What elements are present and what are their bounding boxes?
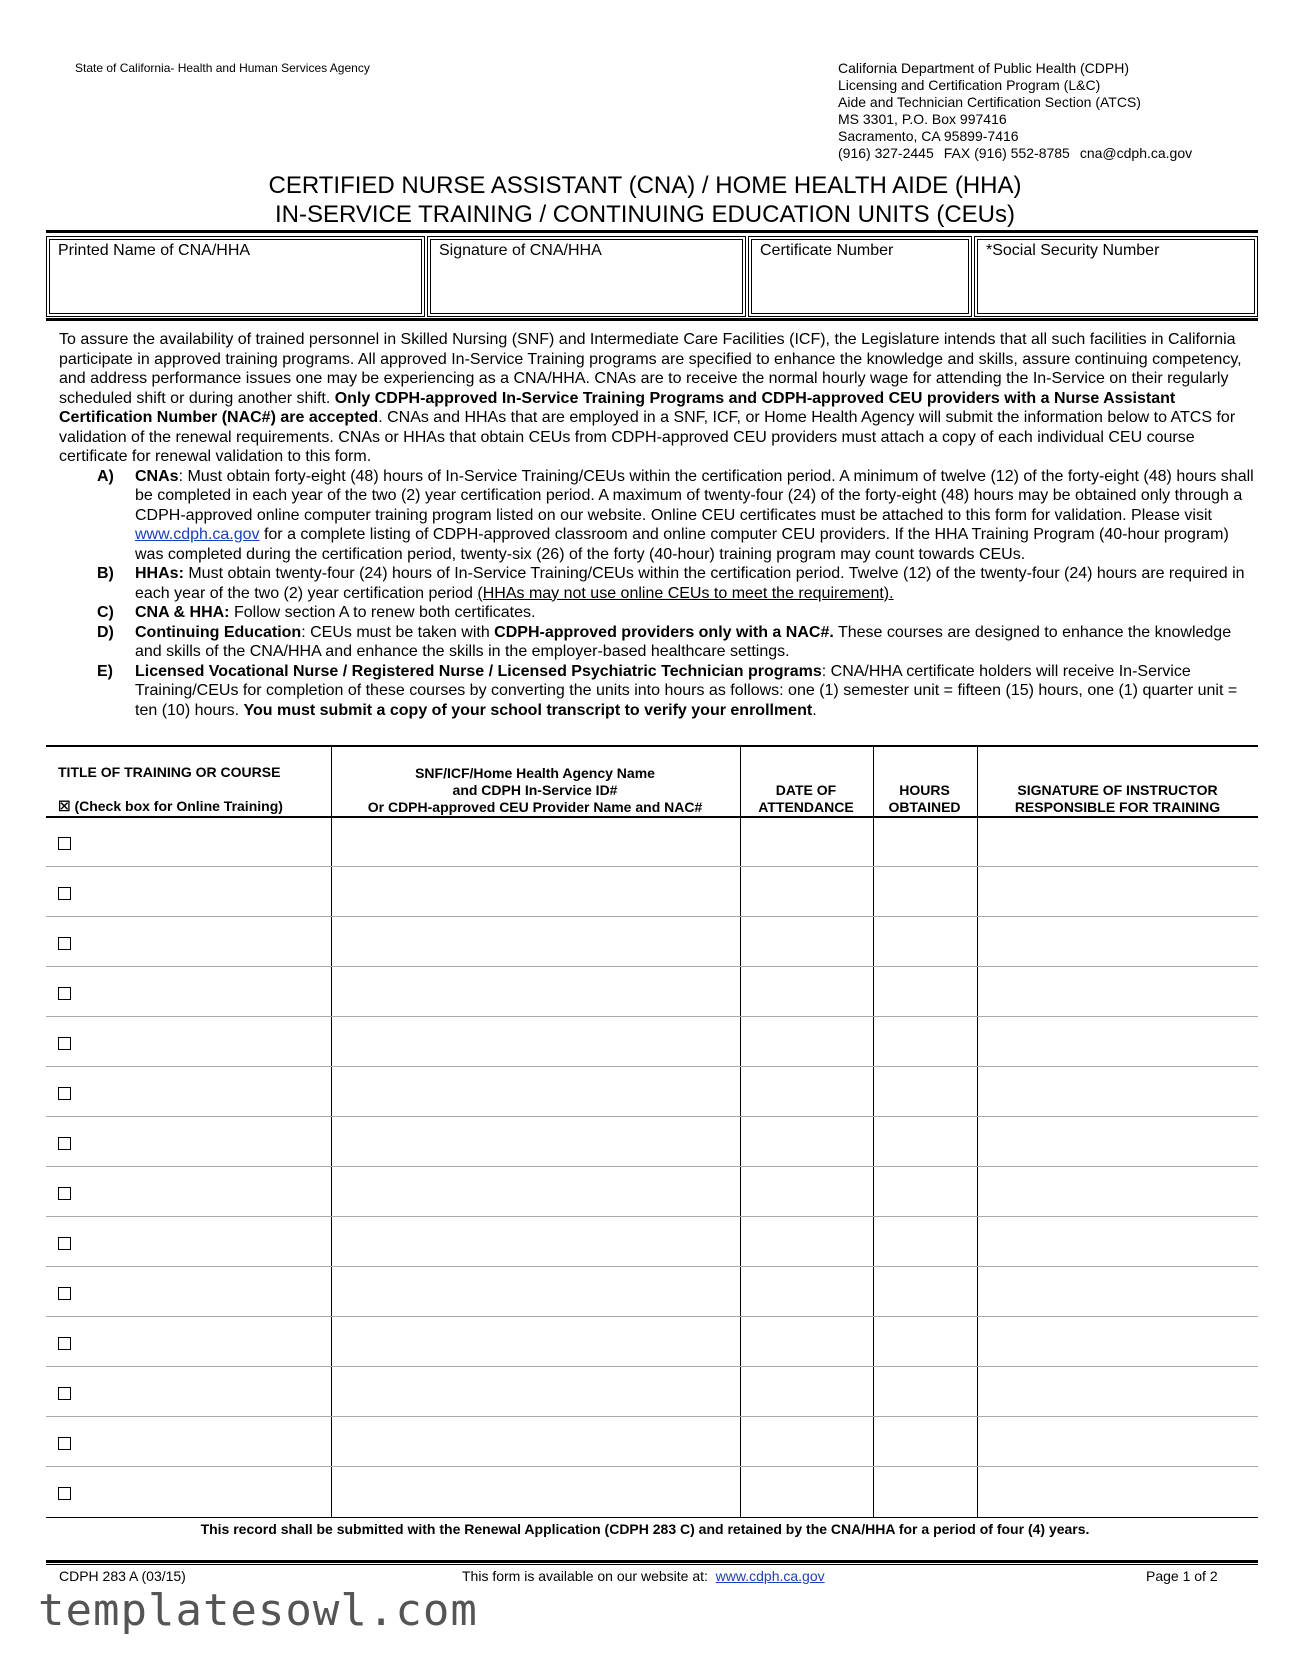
header-text: Or CDPH-approved CEU Provider Name and NAC# — [367, 799, 703, 815]
row-divider — [46, 1116, 1258, 1117]
footer-website-link[interactable]: www.cdph.ca.gov — [715, 1568, 825, 1584]
online-training-checkbox[interactable] — [58, 1387, 71, 1400]
item-text: These courses are designed to enhance the knowledge and skills of the CNA/HHA and enhance the skills in the employer-based healthcare settings. — [135, 623, 1232, 660]
requirement-b — [59, 564, 1254, 603]
requirement-d — [59, 623, 1254, 662]
item-label: Licensed Vocational Nurse / Registered Nurse / Licensed Psychiatric Technician programs — [135, 662, 822, 680]
form-title-line2: IN-SERVICE TRAINING / CONTINUING EDUCATION UNITS (CEUs) — [274, 201, 1016, 228]
item-text: Follow section A to renew both certificates. — [229, 604, 536, 621]
page-number: Page 1 of 2 — [1146, 1568, 1218, 1584]
address-line: Sacramento, CA 95899-7416 — [838, 128, 1019, 144]
certificate-number-field[interactable] — [748, 236, 972, 317]
header-text: OBTAINED — [888, 799, 961, 815]
cdph-website-link[interactable]: www.cdph.ca.gov — [135, 526, 260, 543]
item-letter: B) — [97, 565, 114, 582]
item-text: : CEUs must be taken with — [301, 623, 495, 641]
table-bottom-border — [46, 1517, 1258, 1518]
online-training-checkbox[interactable] — [58, 1037, 71, 1050]
row-divider — [46, 1216, 1258, 1217]
header-instructor-signature — [977, 746, 1258, 821]
online-training-checkbox[interactable] — [58, 937, 71, 950]
row-divider — [46, 1066, 1258, 1067]
item-letter: A) — [97, 467, 114, 485]
divider — [46, 230, 1258, 233]
column-divider — [740, 746, 741, 1518]
header-provider — [331, 746, 739, 821]
item-text: for a complete listing of CDPH-approved classroom and online computer CEU providers. If the HHA Training Program (40-hour program) was completed during the certification period, twenty-six (26) of the forty (40-hour) training program may count towards CEUs. — [135, 526, 1229, 563]
requirement-c — [59, 603, 1254, 623]
item-text: . — [812, 701, 817, 719]
row-divider — [46, 866, 1258, 867]
item-letter: E) — [97, 662, 113, 680]
header-text: SIGNATURE OF INSTRUCTOR — [1017, 782, 1218, 798]
online-training-checkbox[interactable] — [58, 1487, 71, 1500]
address-line: Licensing and Certification Program (L&C) — [838, 77, 1101, 93]
certificate-number-label: Certificate Number — [760, 242, 894, 259]
contact-line — [838, 145, 1192, 162]
online-training-checkbox[interactable] — [58, 1287, 71, 1300]
row-divider — [46, 1416, 1258, 1417]
header-course-title — [58, 746, 328, 821]
requirement-e — [59, 662, 1254, 721]
column-divider — [873, 746, 874, 1518]
item-underlined-text: (HHAs may not use online CEUs to meet the requirement). — [477, 584, 894, 602]
header-text: and CDPH In-Service ID# — [452, 782, 618, 798]
intro-text: To assure the availability of trained personnel in Skilled Nursing (SNF) and Intermediate Care Facilities (ICF), the Legislature intends that all such facilities in California participate in approved training programs. All approved In-Service Training programs are specified to enhance the knowledge and skills, assure continuing competency, and address performance issues one may be experiencing as a CNA/HHA. CNAs are to receive the normal hourly wage for attending the In-Service on their regularly scheduled shift or during another shift. — [59, 331, 1242, 407]
header-text: ☒ (Check box for Online Training) — [58, 798, 283, 814]
row-divider — [46, 966, 1258, 967]
item-bold-text: You must submit a copy of your school transcript to verify your enrollment — [243, 701, 813, 719]
retention-note: This record shall be submitted with the Renewal Application (CDPH 283 C) and retained by the CNA/HHA for a period of four (4) years. — [200, 1521, 1090, 1537]
signature-field[interactable] — [427, 236, 746, 317]
item-label: CNAs — [135, 467, 179, 485]
header-text: HOURS — [899, 782, 950, 798]
website-note-text: This form is available on our website at: — [462, 1568, 708, 1584]
online-training-checkbox[interactable] — [58, 1337, 71, 1350]
printed-name-field[interactable] — [46, 236, 425, 317]
signature-label: Signature of CNA/HHA — [439, 242, 602, 259]
row-divider — [46, 1266, 1258, 1267]
header-bottom-border — [46, 816, 1258, 818]
email-address: cna@cdph.ca.gov — [1079, 145, 1193, 161]
address-line: California Department of Public Health (CDPH) — [838, 60, 1129, 76]
ssn-label: *Social Security Number — [986, 242, 1160, 259]
address-line: MS 3301, P.O. Box 997416 — [838, 111, 1007, 127]
online-training-checkbox[interactable] — [58, 987, 71, 1000]
requirement-a — [59, 467, 1254, 565]
online-training-checkbox[interactable] — [58, 1437, 71, 1450]
form-title-line1: CERTIFIED NURSE ASSISTANT (CNA) / HOME HEALTH AIDE (HHA) — [268, 172, 1022, 199]
online-training-checkbox[interactable] — [58, 837, 71, 850]
department-address — [838, 60, 1192, 162]
row-divider — [46, 1166, 1258, 1167]
online-training-checkbox[interactable] — [58, 887, 71, 900]
requirements-list — [59, 467, 1254, 721]
item-label: CNA & HHA: — [135, 604, 230, 621]
row-divider — [46, 916, 1258, 917]
item-text: : Must obtain forty-eight (48) hours of In-Service Training/CEUs within the certification period. A minimum of twelve (12) of the forty-eight (48) hours shall be completed in each year of the two (2) year certification period. A maximum of twenty-four (24) of the forty-eight (48) hours may be obtained only through a CDPH-approved online computer training program listed on our website. Online CEU certificates must be attached to this form for validation. Please visit — [135, 467, 1254, 524]
item-letter: C) — [97, 604, 114, 621]
item-letter: D) — [97, 623, 114, 641]
footer-divider — [46, 1560, 1258, 1563]
header-date — [740, 746, 872, 821]
column-divider — [331, 746, 332, 1518]
header-text: RESPONSIBLE FOR TRAINING — [1014, 799, 1221, 815]
item-bold-text: CDPH-approved providers only with a NAC#. — [494, 623, 834, 641]
divider — [46, 318, 1258, 321]
online-training-checkbox[interactable] — [58, 1137, 71, 1150]
row-divider — [46, 1316, 1258, 1317]
row-divider — [46, 1016, 1258, 1017]
intro-bold-text: Only CDPH-approved In-Service Training Programs and CDPH-approved CEU providers with a Nurse Assistant Certification Number (NAC#) are accepted — [59, 389, 1176, 426]
header-text: TITLE OF TRAINING OR COURSE — [58, 764, 281, 780]
ssn-field[interactable] — [974, 236, 1258, 317]
item-label: Continuing Education — [135, 623, 302, 641]
header-hours — [873, 746, 976, 821]
printed-name-label: Printed Name of CNA/HHA — [58, 242, 251, 259]
row-divider — [46, 1366, 1258, 1367]
address-line: Aide and Technician Certification Section (ATCS) — [838, 94, 1141, 110]
header-text: DATE OF — [775, 782, 837, 798]
item-text: : CNA/HHA certificate holders will receive In-Service Training/CEUs for completion of these courses by converting the units into hours as follows: one (1) semester unit = fifteen (15) hours, one (1) quarter unit = ten (10) hours. — [135, 662, 1238, 719]
item-label: HHAs: — [135, 565, 184, 582]
header-text: ATTENDANCE — [758, 799, 854, 815]
phone-number: (916) 327-2445 — [838, 145, 934, 161]
intro-paragraph — [59, 330, 1254, 467]
agency-name: State of California- Health and Human Services Agency — [75, 61, 370, 75]
fax-number: FAX (916) 552-8785 — [943, 145, 1070, 161]
watermark: templatesowl.com — [38, 1585, 478, 1636]
online-training-checkbox[interactable] — [58, 1187, 71, 1200]
row-divider — [46, 1466, 1258, 1467]
footer-divider — [46, 1564, 1258, 1565]
online-training-checkbox[interactable] — [58, 1237, 71, 1250]
instructions — [59, 330, 1254, 720]
column-divider — [977, 746, 978, 1518]
intro-text: . CNAs and HHAs that are employed in a SNF, ICF, or Home Health Agency will submit the information below to ATCS for validation of the renewal requirements. CNAs or HHAs that obtain CEUs from CDPH-approved CEU providers must attach a copy of each individual CEU course certificate for renewal validation to this form. — [59, 409, 1236, 465]
form-id: CDPH 283 A (03/15) — [59, 1568, 186, 1584]
header-text: SNF/ICF/Home Health Agency Name — [415, 765, 655, 781]
online-training-checkbox[interactable] — [58, 1087, 71, 1100]
website-note — [462, 1568, 825, 1584]
item-text: Must obtain twenty-four (24) hours of In-Service Training/CEUs within the certification period. Twelve (12) of the twenty-four (24) hours are required in each year of the two (2) year certification period — [135, 565, 1245, 602]
